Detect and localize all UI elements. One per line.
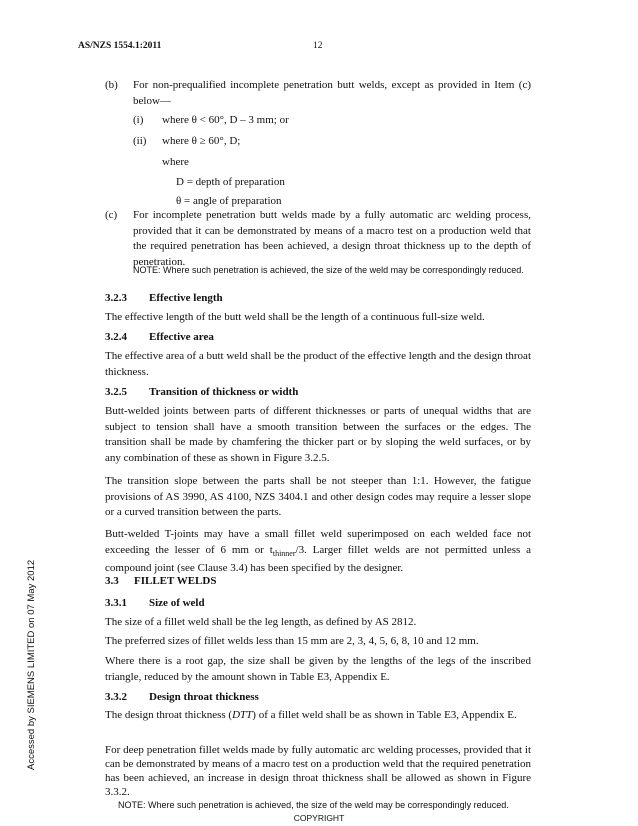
para-effective-length: The effective length of the butt weld shall be the length of a continuous full-size weld.	[105, 311, 485, 323]
item-c-note: NOTE: Where such penetration is achieved, the size of the weld may be correspondingly reduced.	[133, 265, 524, 275]
item-b-label: (b)	[105, 79, 118, 91]
para-throat-2: For deep penetration fillet welds made by fully automatic arc welding processes, provided that it can be demonstrated by means of a macro test on a production weld that the required penetration has been achieved, an increase in design throat thickness shall be allowed as shown in Figure 3.3.2.	[105, 744, 531, 798]
para-size-2: The preferred sizes of fillet welds less than 15 mm are 2, 3, 4, 5, 6, 8, 10 and 12 mm.	[105, 635, 479, 647]
abbreviation: DTT	[232, 709, 253, 721]
para-transition-1: Butt-welded joints between parts of different thicknesses or parts of unequal widths that are subject to tension shall have a smooth transition between the surfaces or the edges. The transition shall be made by chamfering the thicker part or by sloping the weld surfaces, or by any combination of these as shown in Figure 3.2.5.	[105, 405, 531, 464]
copyright-footer: COPYRIGHT	[293, 813, 345, 823]
item-c-label: (c)	[105, 209, 118, 221]
standard-header: AS/NZS 1554.1:2011	[78, 41, 162, 51]
subscript: thinner	[272, 548, 296, 558]
heading-number: 3.2.3	[105, 292, 127, 304]
heading-title: Transition of thickness or width	[149, 386, 299, 398]
access-watermark: Accessed by SIEMENS LIMITED on 07 May 2012	[26, 559, 37, 770]
heading-3-2-5	[105, 385, 298, 400]
heading-3-3	[105, 574, 216, 589]
heading-number: 3.3.1	[105, 597, 127, 609]
sub-ii-label: (ii)	[133, 135, 147, 147]
heading-3-2-4	[105, 330, 214, 345]
heading-3-3-1	[105, 596, 205, 611]
sub-i-label: (i)	[133, 114, 144, 126]
def-theta: θ = angle of preparation	[176, 195, 282, 207]
para-throat-1	[105, 708, 531, 724]
where-label: where	[162, 156, 189, 168]
para-size-1: The size of a fillet weld shall be the leg length, as defined by AS 2812.	[105, 616, 417, 628]
heading-title: FILLET WELDS	[134, 575, 217, 587]
sub-i-text: where θ < 60°, D – 3 mm; or	[162, 114, 289, 126]
para-transition-2: The transition slope between the parts shall be not steeper than 1:1. However, the fatigue provisions of AS 3990, AS 4100, NZS 3404.1 and other design codes may require a lesser slope or a curved transition between the parts.	[105, 475, 531, 518]
heading-3-3-2	[105, 690, 259, 705]
def-d: D = depth of preparation	[176, 176, 285, 188]
item-b-text: For non-prequalified incomplete penetration butt welds, except as provided in Item (c) below—	[133, 79, 531, 107]
sub-ii-text: where θ ≥ 60°, D;	[162, 135, 241, 147]
heading-title: Effective area	[149, 331, 214, 343]
para-effective-area: The effective area of a butt weld shall be the product of the effective length and the design throat thickness.	[105, 350, 531, 378]
page-number: 12	[313, 41, 323, 51]
heading-title: Design throat thickness	[149, 691, 259, 703]
item-c-text: For incomplete penetration butt welds made by a fully automatic arc welding process, provided that it can be demonstrated by means of a macro test on a production weld that the required penetration has been achieved, a design throat thickness up to the depth of penetration.	[133, 209, 531, 268]
heading-number: 3.2.5	[105, 386, 127, 398]
para-text: ) of a fillet weld shall be as shown in Table E3, Appendix E.	[252, 709, 517, 721]
heading-number: 3.2.4	[105, 331, 127, 343]
para-transition-3	[105, 527, 531, 577]
heading-title: Size of weld	[149, 597, 205, 609]
heading-number: 3.3	[105, 575, 119, 587]
heading-title: Effective length	[149, 292, 223, 304]
heading-number: 3.3.2	[105, 691, 127, 703]
para-text: /3. Larger fillet welds are not permitted unless a compound joint (see Clause 3.4) has been specified by the designer.	[105, 543, 531, 575]
para-text: The design throat thickness (	[105, 709, 233, 721]
throat-note: NOTE: Where such penetration is achieved, the size of the weld may be correspondingly reduced.	[118, 800, 509, 810]
para-text: Butt-welded T-joints may have a small fillet weld superimposed on each welded face not exceeding the lesser of 6 mm or t	[105, 528, 531, 556]
para-size-3: Where there is a root gap, the size shall be given by the lengths of the legs of the inscribed triangle, reduced by the amount shown in Table E3, Appendix E.	[105, 655, 531, 683]
heading-3-2-3	[105, 291, 223, 306]
